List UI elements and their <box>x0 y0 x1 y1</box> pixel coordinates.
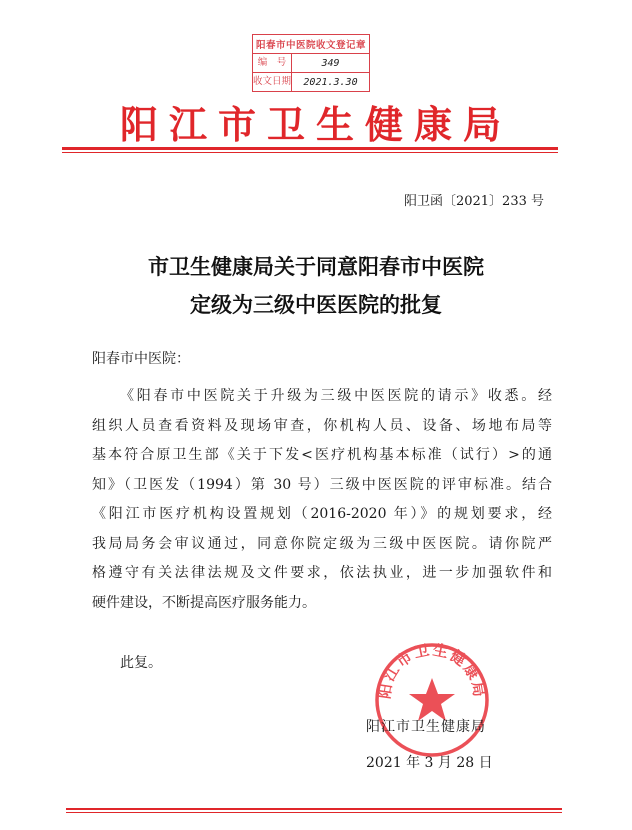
document-number: 阳卫函〔2021〕233 号 <box>403 194 544 209</box>
body-line: 硬件建设，不断提高医疗服务能力。 <box>92 594 316 611</box>
document-title-line-2: 定级为三级中医医院的批复 <box>190 292 442 317</box>
seal-text: 阳江市卫生健康局 <box>375 640 489 700</box>
signature-date: 2021 年 3 月 28 日 <box>366 755 493 771</box>
official-seal <box>372 640 492 760</box>
star-icon <box>409 678 455 721</box>
receipt-number-value: 349 <box>321 57 340 69</box>
footer-divider <box>66 808 562 810</box>
receipt-stamp-heading: 阳春市中医院收文登记章 <box>253 35 369 54</box>
document-title <box>0 248 632 324</box>
body-line: 格遵守有关法律法规及文件要求，依法执业，进一步加强软件和 <box>92 565 552 581</box>
addressee: 阳春市中医院： <box>92 351 190 367</box>
signature-org: 阳江市卫生健康局 <box>366 719 486 735</box>
body-line: 组织人员查看资料及现场审查，你机构人员、设备、场地布局等 <box>92 417 552 434</box>
body-line: 《阳春市中医院关于升级为三级中医医院的请示》收悉。经 <box>120 388 552 404</box>
letterhead-divider-thin <box>62 152 558 153</box>
receipt-number-label: 编 号 <box>253 54 292 72</box>
body-line: 知》（卫医发（1994）第 30 号）三级中医医院的评审标准。结合 <box>92 476 552 493</box>
letterhead-divider <box>62 147 558 150</box>
receipt-stamp <box>252 34 370 92</box>
document-title-line-1: 市卫生健康局关于同意阳春市中医院 <box>148 254 484 279</box>
closing-phrase: 此复。 <box>120 655 162 671</box>
body-paragraph <box>92 386 552 622</box>
body-line: 基本符合原卫生部《关于下发<医疗机构基本标准（试行）>的通 <box>92 447 552 463</box>
body-line: 我局局务会审议通过，同意你院定级为三级中医医院。请你院严 <box>92 535 552 552</box>
body-line: 《阳江市医疗机构设置规划（2016-2020 年）》的规划要求，经 <box>92 506 552 522</box>
receipt-date-value: 2021.3.30 <box>303 76 358 88</box>
footer-divider-thin <box>66 812 562 813</box>
receipt-date-label: 收文日期 <box>253 73 292 91</box>
letterhead-org-name: 阳江市卫生健康局 <box>119 102 512 147</box>
